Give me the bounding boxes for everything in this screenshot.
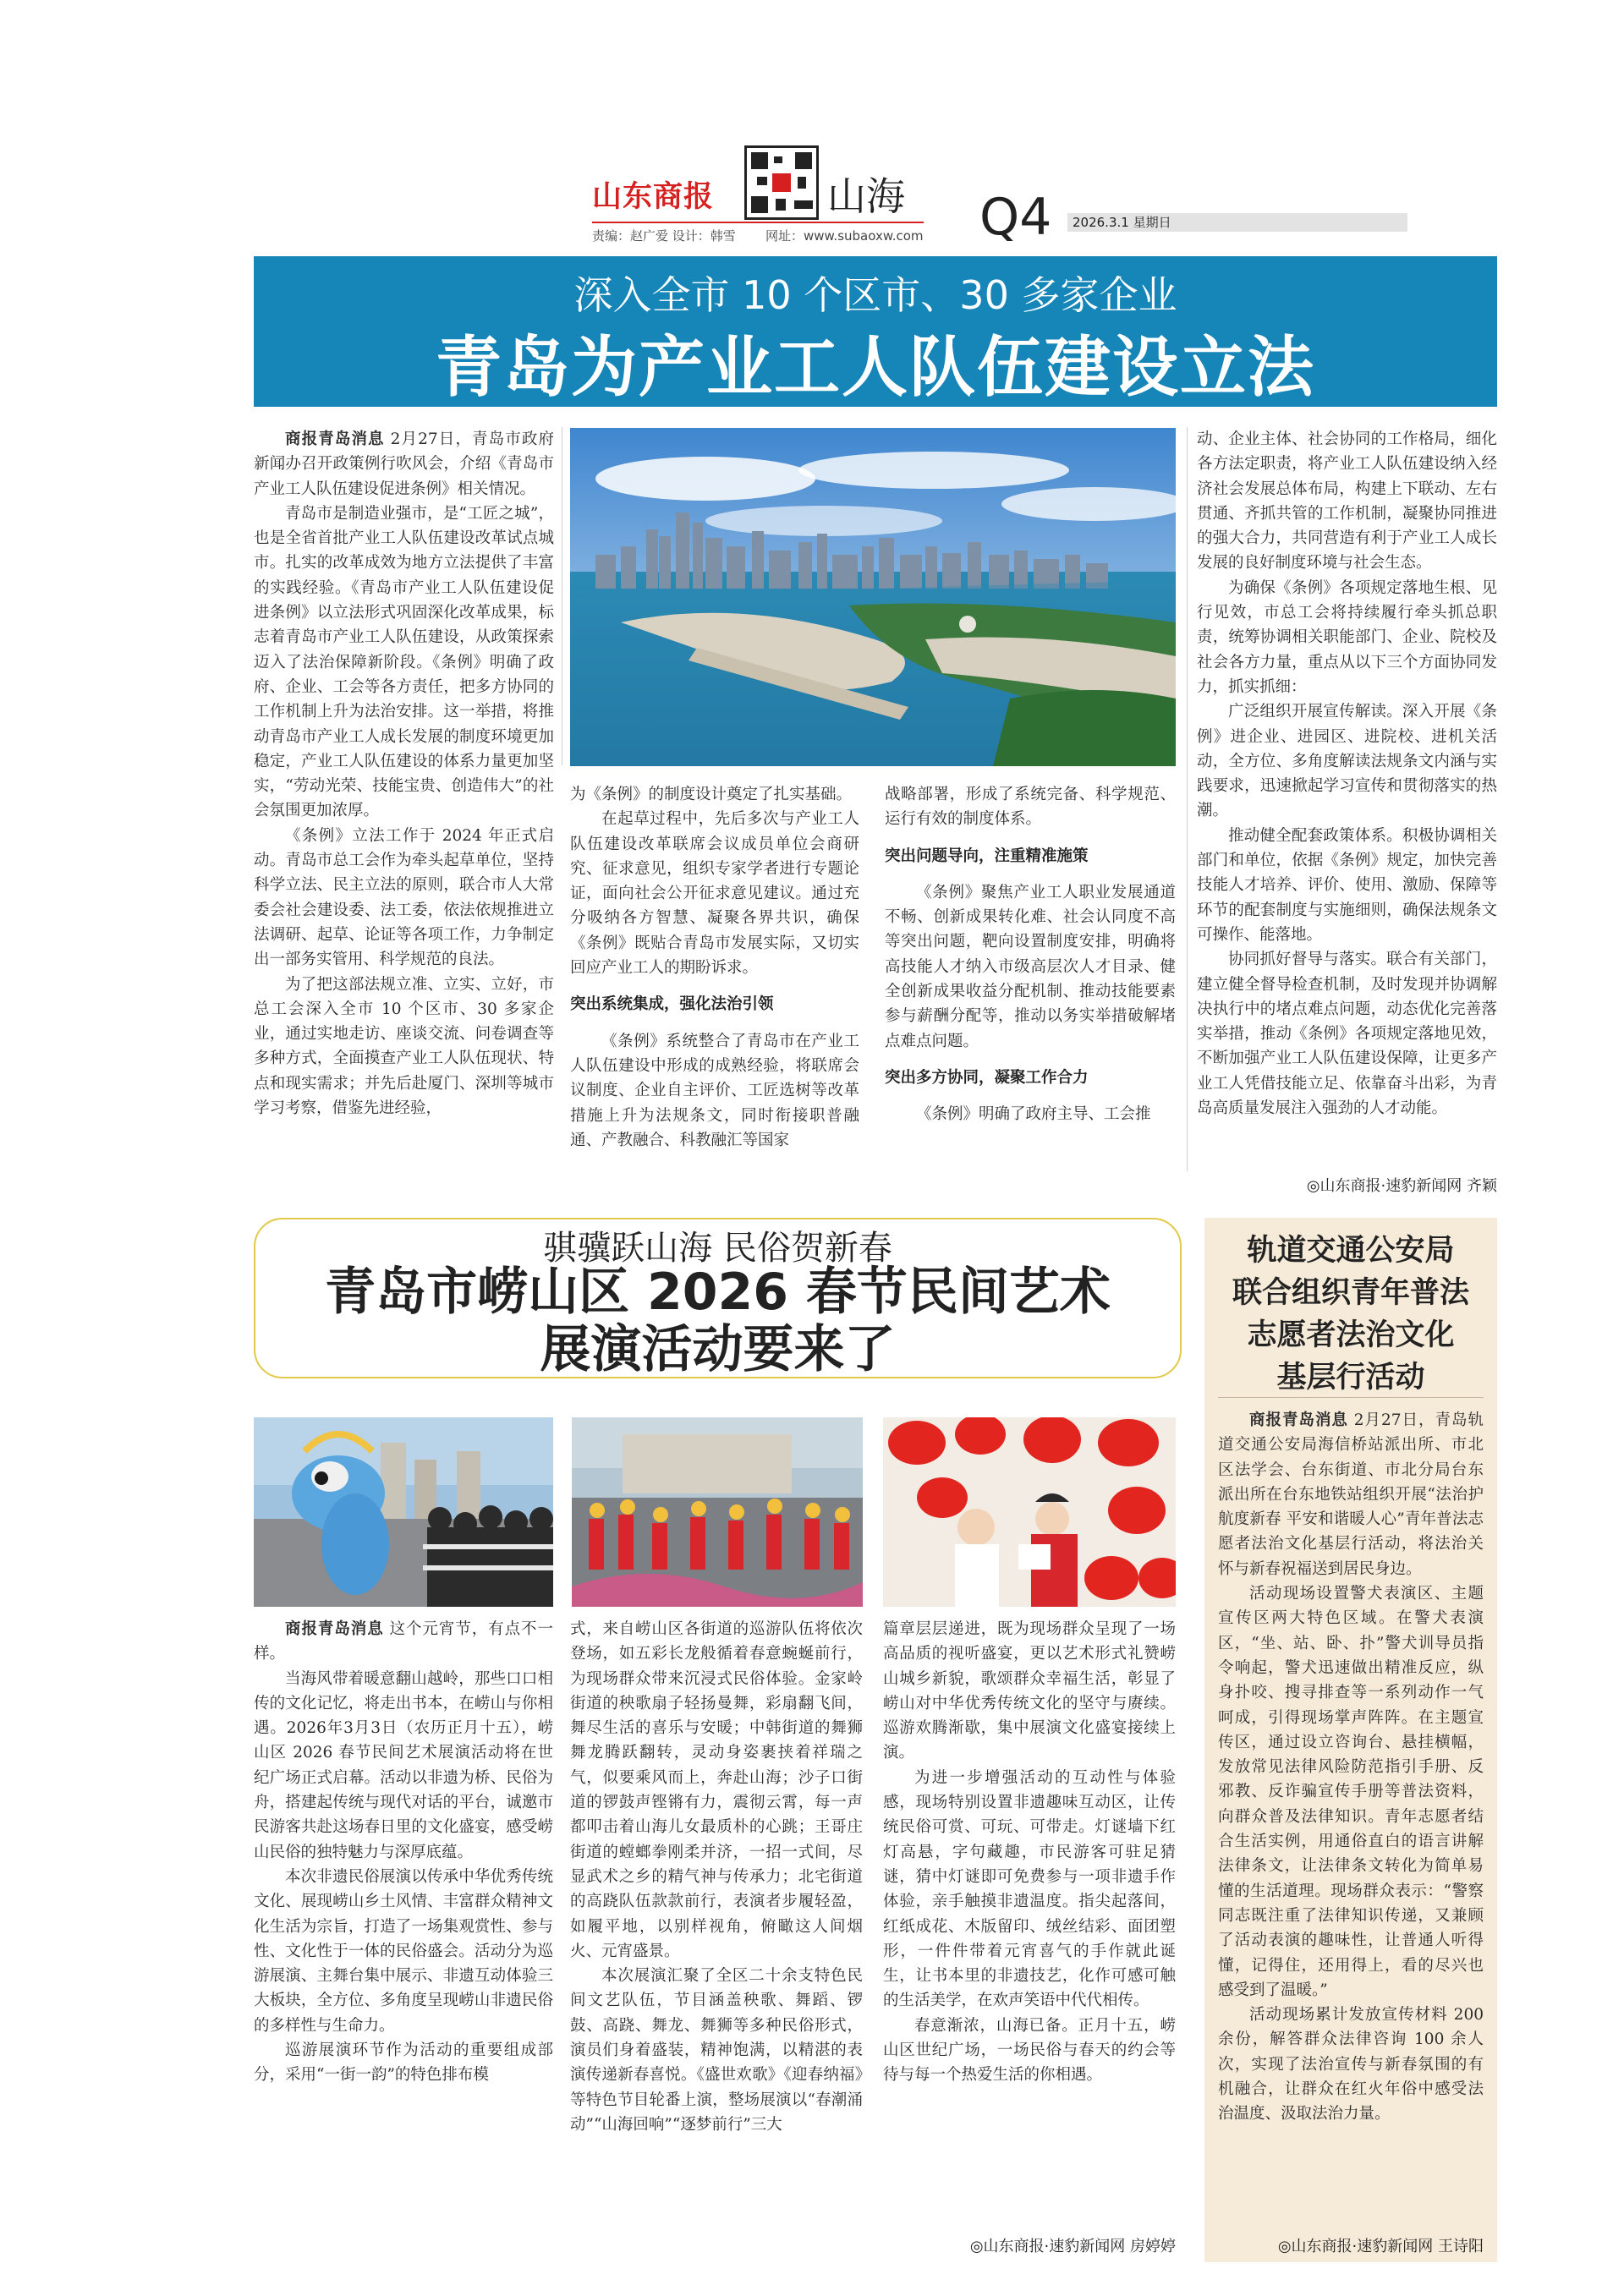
article2-col2-paragraph: 本次展演汇聚了全区二十余支特色民间文艺队伍，节目涵盖秧歌、舞蹈、锣鼓、高跷、舞龙、舞狮等多种民俗形式，演员们身着盛装，精神饱满，以精湛的表演传递新春喜悦。《盛世欢歌》《迎春纳福》等特色节目轮番上演，整场展演以“春潮涌动”“山海回响”“逐梦前行”三大 bbox=[570, 1967, 863, 2134]
article1-col2-paragraph: 《条例》系统整合了青岛市在产业工人队伍建设中形成的成熟经验，将联席会议制度、企业自主评价、工匠选树等改革措施上升为法规条文，同时衔接职普融通、产教融合、科教融汇等国家 bbox=[570, 1032, 859, 1149]
article1-col3-subheading: 突出多方协同，凝聚工作合力 bbox=[885, 1068, 1089, 1087]
page-date: 2026.3.1 星期日 bbox=[1067, 213, 1407, 232]
masthead-website: 网址：www.subaoxw.com bbox=[765, 228, 924, 244]
page-code: Q4 bbox=[979, 188, 1052, 247]
sidebar-title-line: 轨道交通公安局 bbox=[1247, 1234, 1455, 1268]
qr-code-icon bbox=[744, 145, 819, 220]
masthead-rule bbox=[592, 222, 924, 223]
article2-column-1 bbox=[254, 1617, 553, 2088]
article1-col3-subheading: 突出问题导向，注重精准施策 bbox=[885, 847, 1089, 865]
article1-col4-paragraph: 推动健全配套政策体系。积极协调相关部门和单位，依据《条例》规定，加快完善技能人才培养、评价、使用、激励、保障等环节的配套制度与实施细则，确保法规条文可操作、能落地。 bbox=[1197, 826, 1497, 944]
article1-col4-paragraph: 广泛组织开展宣传解读。深入开展《条例》进企业、进园区、进院校、进机关活动，全方位、多角度解读法规条文内涵与实践要求，迅速掀起学习宣传和贯彻落实的热潮。 bbox=[1197, 703, 1497, 820]
dateline-lead: 商报青岛消息 bbox=[285, 1620, 384, 1638]
article1-credit: ◎山东商报·速豹新闻网 齐颖 bbox=[1306, 1177, 1497, 1195]
article1-column-1 bbox=[254, 427, 554, 1121]
article2-kicker: 骐骥跃山海 民俗贺新春 bbox=[543, 1229, 892, 1268]
masthead-credits: 责编：赵广爱 设计：韩雪 bbox=[592, 228, 736, 244]
dateline-lead: 商报青岛消息 bbox=[285, 430, 385, 448]
article2-col3-paragraph: 春意渐浓，山海已备。正月十五，崂山区世纪广场，一场民俗与春天的约会等待与每一个热爱生活的你相遇。 bbox=[883, 2016, 1176, 2085]
qingdao-skyline-photo bbox=[570, 428, 1176, 766]
article1-col1-paragraph: 商报青岛消息 2月27日，青岛市政府新闻办召开政策例行吹风会，介绍《青岛市产业工人队伍建设促进条例》相关情况。 bbox=[254, 430, 554, 498]
article2-credit: ◎山东商报·速豹新闻网 房婷婷 bbox=[969, 2238, 1176, 2255]
parade-photo bbox=[572, 1417, 863, 1607]
sidebar-paragraph: 活动现场累计发放宣传材料 200 余份，解答群众法律咨询 100 余人次，实现了法治宣传与新春氛围的有机融合，让群众在红火年俗中感受法治温度、汲取法治力量。 bbox=[1218, 2006, 1484, 2123]
article1-kicker: 深入全市 10 个区市、30 多家企业 bbox=[573, 272, 1177, 318]
article2-column-3 bbox=[883, 1617, 1176, 2088]
article1-col1-paragraph: 青岛市是制造业强市，是“工匠之城”，也是全省首批产业工人队伍建设改革试点城市。扎实的改革成效为地方立法提供了丰富的实践经验。《青岛市产业工人队伍建设促进条例》以立法形式巩固深化改革成果，标志着青岛市产业工人队伍建设，从政策探索迈入了法治保障新阶段。《条例》明确了政府、企业、工会等各方责任，把多方协同的工作机制上升为法治安排。这一举措，将推动青岛市产业工人成长发展的制度环境更加稳定，产业工人队伍建设的体系力量更加坚实，“劳动光荣、技能宝贵、创造伟大”的社会氛围更加浓厚。 bbox=[254, 504, 554, 820]
article2-col2-paragraph: 式，来自崂山区各街道的巡游队伍将依次登场，如五彩长龙般循着春意蜿蜒前行，为现场群众带来沉浸式民俗体验。金家岭街道的秧歌扇子轻扬曼舞，彩扇翻飞间，舞尽生活的喜乐与安暖；中韩街道的舞狮舞龙腾跃翻转，灵动身姿裹挟着祥瑞之气，似要乘风而上，奔赴山海；沙子口街道的锣鼓声铿锵有力，震彻云霄，每一声都叩击着山海儿女最质朴的心跳；王哥庄街道的螳螂拳刚柔并济，一招一式间，尽显武术之乡的精气神与传承力；北宅街道的高跷队伍款款前行，表演者步履轻盈，如履平地，以别样视角，俯瞰这人间烟火、元宵盛景。 bbox=[570, 1620, 863, 1960]
article2-col1-paragraph: 商报青岛消息 这个元宵节，有点不一样。 bbox=[254, 1620, 553, 1663]
article1-col2-paragraph: 在起草过程中，先后多次与产业工人队伍建设改革联席会议成员单位会商研究、征求意见，组织专家学者进行专题论证，面向社会公开征求意见建议。通过充分吸纳各方智慧、凝聚各界共识，确保《条例》既贴合青岛市发展实际，又切实回应产业工人的期盼诉求。 bbox=[570, 810, 859, 978]
article2-col1-paragraph: 巡游展演环节作为活动的重要组成部分，采用“一街一韵”的特色排布模 bbox=[254, 2041, 553, 2085]
masthead-section: 山海 bbox=[827, 173, 905, 219]
article2-title-line-2: 展演活动要来了 bbox=[540, 1320, 896, 1379]
masthead-brand: 山东商报 bbox=[592, 180, 715, 214]
article1-col4-paragraph: 为确保《条例》各项规定落地生根、见行见效，市总工会将持续履行牵头抓总职责，统筹协调相关职能部门、企业、院校及社会各方力量，重点从以下三个方面协同发力，抓实抓细： bbox=[1197, 578, 1497, 696]
column-divider bbox=[1187, 427, 1188, 1171]
article1-column-3 bbox=[885, 782, 1176, 1127]
sidebar-paragraph: 商报青岛消息 2月27日，青岛轨道交通公安局海信桥站派出所、市北区法学会、台东街道、市北分局台东派出所在台东地铁站组织开展“法治护航度新春 平安和谐暖人心”青年普法志愿者法治文化基层行活动，将法治关怀与新春祝福送到居民身边。 bbox=[1218, 1411, 1484, 1578]
article1-column-4 bbox=[1197, 427, 1497, 1121]
sidebar-title bbox=[1204, 1230, 1497, 1399]
sidebar-title-line: 志愿者法治文化 bbox=[1247, 1318, 1455, 1352]
article1-col1-paragraph: 为了把这部法规立准、立实、立好，市总工会深入全市 10 个区市、30 多家企业，通过实地走访、座谈交流、问卷调查等多种方式，全面摸查产业工人队伍现状、特点和现实需求；并先后赴厦门、深圳等城市学习考察，借鉴先进经验， bbox=[254, 975, 554, 1118]
lanterns-photo bbox=[883, 1417, 1176, 1607]
article2-title bbox=[254, 1263, 1182, 1378]
article2-col1-paragraph: 本次非遗民俗展演以传承中华优秀传统文化、展现崂山乡土风情、丰富群众精神文化生活为宗旨，打造了一场集观赏性、参与性、文化性于一体的民俗盛会。活动分为巡游展演、主舞台集中展示、非遗互动体验三大板块，全方位、多角度呈现崂山非遗民俗的多样性与生命力。 bbox=[254, 1867, 553, 2035]
article2-title-line-1: 青岛市崂山区 2026 春节民间艺术 bbox=[325, 1263, 1111, 1322]
article2-column-2 bbox=[570, 1617, 863, 2137]
sidebar-title-line: 基层行活动 bbox=[1276, 1361, 1425, 1395]
article1-column-2 bbox=[570, 782, 859, 1153]
article1-col1-paragraph: 《条例》立法工作于 2024 年正式启动。青岛市总工会作为牵头起草单位，坚持科学立法、民主立法的原则，联合市人大常委会社会建设委、法工委，依法依规推进立法调研、起草、论证等各项工作，力争制定出一部务实管用、科学规范的良法。 bbox=[254, 826, 554, 969]
sidebar-title-line: 联合组织青年普法 bbox=[1232, 1276, 1469, 1310]
article1-col4-paragraph: 动、企业主体、社会协同的工作格局，细化各方法定职责，将产业工人队伍建设纳入经济社会发展总体布局，构建上下联动、左右贯通、齐抓共管的工作机制，凝聚协同推进的强大合力，共同营造有利于产业工人成长发展的良好制度环境与社会生态。 bbox=[1197, 430, 1497, 573]
article1-col4-paragraph: 协同抓好督导与落实。联合有关部门，建立健全督导检查机制，及时发现并协调解决执行中的堵点难点问题，动态优化完善落实举措，推动《条例》各项规定落地见效，不断加强产业工人队伍建设保障，让更多产业工人凭借技能立足、依靠奋斗出彩，为青岛高质量发展注入强劲的人才动能。 bbox=[1197, 951, 1497, 1118]
article1-title: 青岛为产业工人队伍建设立法 bbox=[435, 330, 1315, 406]
sidebar-rule bbox=[1218, 1397, 1484, 1398]
sidebar-paragraph: 活动现场设置警犬表演区、主题宣传区两大特色区域。在警犬表演区，“坐、站、卧、扑”警犬训导员指令响起，警犬迅速做出精准反应，纵身扑咬、搜寻排查等一系列动作一气呵成，引得现场掌声阵阵。在主题宣传区，通过设立咨询台、悬挂横幅，发放常见法律风险防范指引手册、反邪教、反诈骗宣传手册等普法资料，向群众普及法律知识。青年志愿者结合生活实例，用通俗直白的语言讲解法律条文，让法律条文转化为简单易懂的生活道理。现场群众表示：“警察同志既注重了法律知识传递，又兼顾了活动表演的趣味性，让普通人听得懂，记得住，还用得上，看的尽兴也感受到了温暖。” bbox=[1218, 1585, 1484, 1999]
article1-col3-paragraph: 战略部署，形成了系统完备、科学规范、运行有效的制度体系。 bbox=[885, 786, 1176, 829]
article1-col3-paragraph: 《条例》聚焦产业工人职业发展通道不畅、创新成果转化难、社会认同度不高等突出问题，靶向设置制度安排，明确将高技能人才纳入市级高层次人才目录、健全创新成果收益分配机制、推动技能要素参与薪酬分配等，推动以务实举措破解堵点难点问题。 bbox=[885, 883, 1176, 1050]
lion-dance-photo bbox=[254, 1417, 553, 1607]
dateline-lead: 商报青岛消息 bbox=[1249, 1411, 1348, 1429]
sidebar-body bbox=[1218, 1408, 1484, 2127]
article1-col2-paragraph: 为《条例》的制度设计奠定了扎实基础。 bbox=[570, 786, 853, 803]
article2-col1-paragraph: 当海风带着暖意翻山越岭，那些口口相传的文化记忆，将走出书本，在崂山与你相遇。2026年3月3日（农历正月十五），崂山区 2026 春节民间艺术展演活动将在世纪广场正式启幕。活动以非遗为桥、民俗为舟，搭建起传统与现代对话的平台，诚邀市民游客共赴这场春日里的文化盛宴，感受崂山民俗的独特魅力与深厚底蕴。 bbox=[254, 1669, 553, 1861]
article2-col3-paragraph: 篇章层层递进，既为现场群众呈现了一场高品质的视听盛宴，更以艺术形式礼赞崂山城乡新貌，歌颂群众幸福生活，彰显了崂山对中华优秀传统文化的坚守与赓续。巡游欢腾渐歇，集中展演文化盛宴接续上演。 bbox=[883, 1620, 1176, 1762]
sidebar-credit: ◎山东商报·速豹新闻网 王诗阳 bbox=[1277, 2238, 1484, 2255]
article2-col3-paragraph: 为进一步增强活动的互动性与体验感，现场特别设置非遗趣味互动区，让传统民俗可赏、可玩、可带走。灯谜墙下红灯高悬，字句藏趣，市民游客可驻足猜谜，猜中灯谜即可免费参与一项非遗手作体验，亲手触摸非遗温度。指尖起落间，红纸成花、木版留印、绒丝结彩、面团塑形，一件件带着元宵喜气的手作就此诞生，让书本里的非遗技艺，化作可感可触的生活美学，在欢声笑语中代代相传。 bbox=[883, 1768, 1176, 2010]
article1-col3-paragraph: 《条例》明确了政府主导、工会推 bbox=[916, 1105, 1151, 1124]
article1-col2-subheading: 突出系统集成，强化法治引领 bbox=[570, 995, 774, 1014]
